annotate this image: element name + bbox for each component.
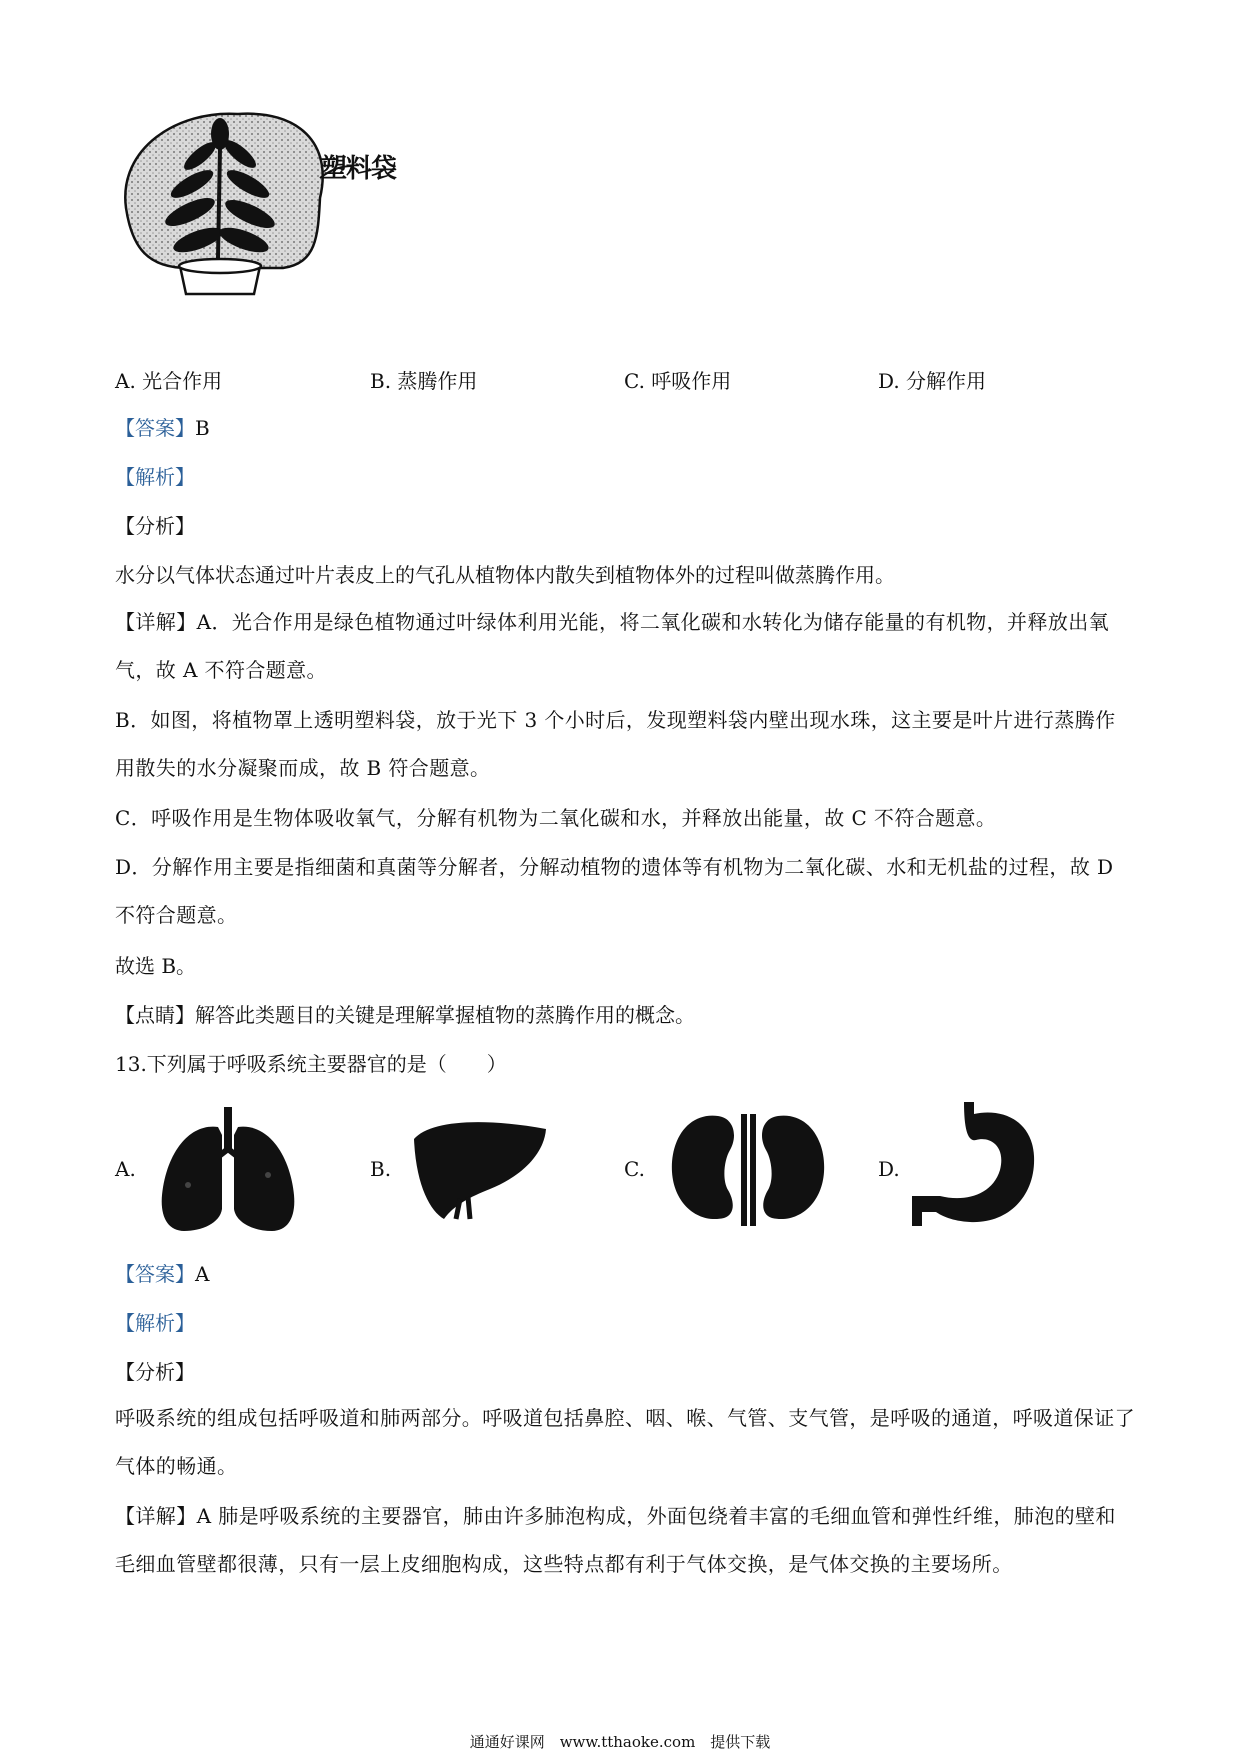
q13-option-b-label: B. xyxy=(370,1157,392,1181)
q12-dianjing xyxy=(115,1001,695,1029)
q12-option-d: D. 分解作用 xyxy=(878,369,987,393)
plastic-bag-label: 塑料袋 xyxy=(321,154,397,184)
q12-analysis-label: 【解析】 xyxy=(115,465,195,489)
q13-option-b-image xyxy=(410,1115,550,1225)
detail-label: 【详解】 xyxy=(115,1504,197,1528)
q12-fenxi-label: 【分析】 xyxy=(115,514,195,538)
q12-answer xyxy=(115,414,210,442)
q12-option-b: B. 蒸腾作用 xyxy=(370,369,478,393)
answer-value: A xyxy=(195,1262,210,1286)
stomach-icon xyxy=(912,1100,1042,1230)
kidneys-icon xyxy=(668,1110,828,1230)
dianjing-label: 【点睛】 xyxy=(115,1003,195,1027)
lungs-icon xyxy=(158,1105,298,1235)
q13-analysis-label: 【解析】 xyxy=(115,1311,195,1335)
potted-plant-icon xyxy=(118,108,418,338)
dianjing-text: 解答此类题目的关键是理解掌握植物的蒸腾作用的概念。 xyxy=(195,1003,695,1027)
q12-detail-c: C．呼吸作用是生物体吸收氧气，分解有机物为二氧化碳和水，并释放出能量，故 C 不符合题意。 xyxy=(115,806,997,830)
q12-detail-a xyxy=(115,598,1135,694)
q12-detail-d: D．分解作用主要是指细菌和真菌等分解者，分解动植物的遗体等有机物为二氧化碳、水和无机盐的过程，故 D 不符合题意。 xyxy=(115,855,1114,927)
q13-answer xyxy=(115,1260,209,1288)
q13-fenxi-text: 呼吸系统的组成包括呼吸道和肺两部分。呼吸道包括鼻腔、咽、喉、气管、支气管，是呼吸的通道，呼吸道保证了气体的畅通。 xyxy=(115,1406,1135,1478)
q12-conclusion: 故选 B。 xyxy=(115,954,197,978)
q13-option-a-label: A. xyxy=(115,1157,136,1181)
q13-detail xyxy=(115,1492,1135,1588)
answer-label: 【答案】 xyxy=(115,416,195,440)
detail-text: A 肺是呼吸系统的主要器官，肺由许多肺泡构成，外面包绕着丰富的毛细血管和弹性纤维，肺泡的壁和毛细血管壁都很薄，只有一层上皮细胞构成，这些特点都有利于气体交换，是气体交换的主要场所。 xyxy=(115,1504,1116,1576)
q12-option-c: C. 呼吸作用 xyxy=(624,369,732,393)
q13-option-d-label: D. xyxy=(878,1157,900,1181)
q12-fenxi-text: 水分以气体状态通过叶片表皮上的气孔从植物体内散失到植物体外的过程叫做蒸腾作用。 xyxy=(115,563,895,587)
q12-detail-b: B．如图，将植物罩上透明塑料袋，放于光下 3 个小时后，发现塑料袋内壁出现水珠，这主要是叶片进行蒸腾作用散失的水分凝聚而成，故 B 符合题意。 xyxy=(115,708,1116,780)
answer-label: 【答案】 xyxy=(115,1262,195,1286)
liver-icon xyxy=(410,1115,550,1225)
q13-question: 13.下列属于呼吸系统主要器官的是（ ） xyxy=(115,1052,507,1076)
answer-value: B xyxy=(195,416,210,440)
q13-option-a-image xyxy=(158,1105,298,1235)
q13-option-c-image xyxy=(668,1110,828,1230)
q12-option-a: A. 光合作用 xyxy=(115,369,223,393)
q13-fenxi-label: 【分析】 xyxy=(115,1360,195,1384)
q13-option-d-image xyxy=(912,1100,1042,1230)
footer-watermark: 通通好课网 www.tthaoke.com 提供下载 xyxy=(469,1733,771,1751)
plant-bag-figure xyxy=(118,108,418,338)
q13-option-c-label: C. xyxy=(624,1157,645,1181)
detail-a-text: A．光合作用是绿色植物通过叶绿体利用光能，将二氧化碳和水转化为储存能量的有机物，并释放出氧气，故 A 不符合题意。 xyxy=(115,610,1110,682)
detail-label: 【详解】 xyxy=(115,610,197,634)
